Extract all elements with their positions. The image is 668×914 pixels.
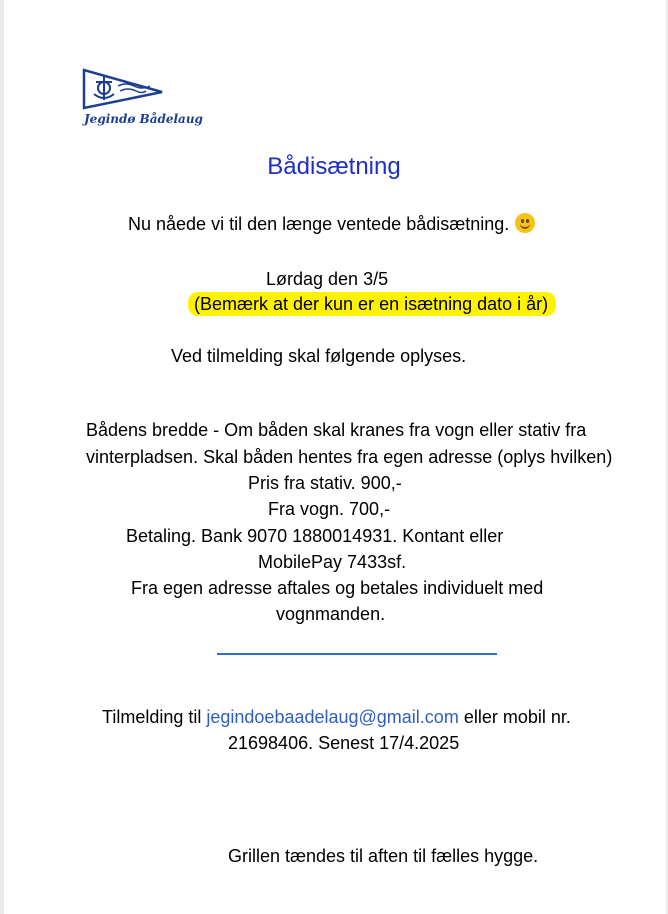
logo-text: Jegindø Bådelaug: [84, 112, 203, 126]
page-title: Bådisætning: [267, 153, 401, 180]
body-line: Pris fra stativ. 900,-: [248, 473, 402, 493]
intro-text: [128, 213, 535, 235]
body-line: vognmanden.: [276, 604, 386, 624]
closing-text: Grillen tændes til aften til fælles hygge.: [228, 846, 539, 866]
body-line: Fra egen adresse aftales og betales individuelt med: [131, 578, 544, 598]
registration-line: [102, 706, 571, 728]
event-date: Lørdag den 3/5: [266, 269, 389, 289]
registration-prefix: Tilmelding til: [102, 707, 207, 727]
smiley-icon: [515, 213, 535, 233]
body-line: MobilePay 7433sf.: [258, 552, 407, 572]
intro-label: Nu nåede vi til den længe ventede bådisætning.: [128, 214, 510, 234]
body-line: Betaling. Bank 9070 1880014931. Kontant eller: [126, 526, 504, 546]
highlighted-note: (Bemærk at der kun er en isætning dato i år): [188, 292, 556, 316]
divider-line: [217, 653, 497, 655]
body-line: vinterpladsen. Skal båden hentes fra egen adresse (oplys hvilken): [86, 447, 613, 467]
registration-suffix: eller mobil nr.: [458, 707, 571, 727]
body-line: Fra vogn. 700,-: [268, 499, 391, 519]
logo: [82, 68, 203, 132]
info-heading: Ved tilmelding skal følgende oplyses.: [171, 346, 467, 366]
page-edge-left: [0, 0, 4, 914]
email-link[interactable]: jegindoebaadelaug@gmail.com: [206, 707, 459, 727]
pennant-anchor-icon: [82, 68, 192, 114]
body-line: Bådens bredde - Om båden skal kranes fra vogn eller stativ fra: [86, 420, 587, 440]
registration-deadline: 21698406. Senest 17/4.2025: [228, 733, 460, 753]
